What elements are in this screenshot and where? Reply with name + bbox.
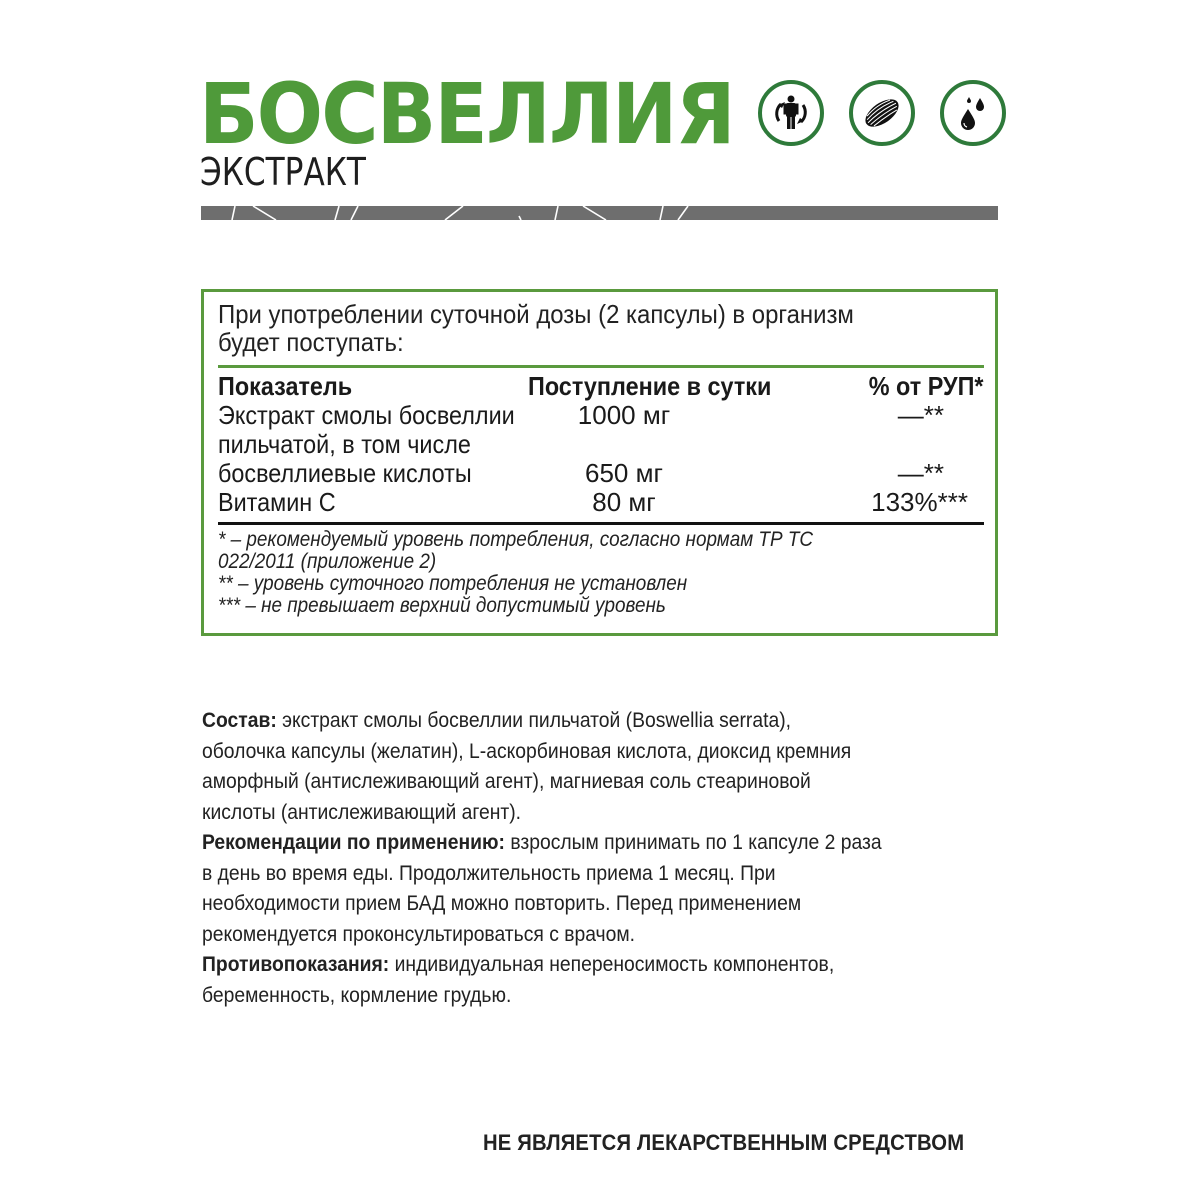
footnote: * – рекомендуемый уровень потребления, согласно нормам ТР ТС (218, 528, 814, 551)
usage-label: Рекомендации по применению: (202, 831, 505, 854)
composition-line (202, 706, 938, 737)
contraindications-label: Противопоказания: (202, 953, 390, 976)
footnote: ** – уровень суточного потребления не установлен (218, 572, 688, 595)
composition-text: экстракт смолы босвеллии пильчатой (Boswellia serrata), (276, 709, 792, 732)
divider (218, 365, 984, 368)
nutrition-table (218, 372, 984, 517)
intake-intro (218, 300, 926, 356)
composition-line: кислоты (антислеживающий агент). (202, 800, 522, 824)
footnotes (218, 529, 911, 617)
table-row (218, 488, 984, 517)
column-header-rup: % от РУП* (869, 371, 984, 401)
contraindications-text: индивидуальная непереносимость компонентов, (389, 953, 835, 976)
composition-label: Состав: (202, 709, 277, 732)
row-name: босвеллиевые кислоты (218, 458, 472, 488)
usage-line: в день во время еды. Продолжительность приема 1 месяц. При (202, 861, 776, 885)
row-amount: 1000 мг (577, 400, 671, 430)
usage-line (202, 828, 938, 859)
product-subtitle: ЭКСТРАКТ (200, 150, 366, 194)
table-header (218, 372, 984, 401)
row-rup: —** (897, 458, 944, 488)
person-cycle-icon (758, 80, 824, 146)
table-row (218, 401, 984, 430)
column-header-indicator: Показатель (218, 371, 353, 401)
decorative-stripe (201, 206, 998, 220)
column-header-daily-intake: Поступление в сутки (528, 371, 772, 401)
composition-line: аморфный (антислеживающий агент), магниевая соль стеариновой (202, 770, 811, 793)
table-row (218, 430, 984, 459)
feature-icons (758, 80, 1006, 146)
water-drops-icon (940, 80, 1006, 146)
muscle-fiber-icon (849, 80, 915, 146)
footnote: *** – не превышает верхний допустимый уровень (218, 594, 666, 617)
composition-line: оболочка капсулы (желатин), L-аскорбиновая кислота, диоксид кремния (202, 739, 852, 763)
contraindications-line: беременность, кормление грудью. (202, 983, 512, 1007)
contraindications-line (202, 950, 938, 981)
product-title: БОСВЕЛЛИЯ (199, 65, 734, 163)
intro-line: При употреблении суточной дозы (2 капсулы) в организм (218, 299, 854, 329)
row-amount: 650 мг (585, 458, 663, 488)
footnote: 022/2011 (приложение 2) (218, 550, 437, 573)
row-name: Витамин С (218, 487, 336, 517)
usage-line: необходимости прием БАД можно повторить. Перед применением (202, 892, 802, 915)
row-rup: —** (897, 400, 944, 430)
nutrition-facts-box (201, 289, 998, 636)
disclaimer: НЕ ЯВЛЯЕТСЯ ЛЕКАРСТВЕННЫМ СРЕДСТВОМ (483, 1130, 965, 1155)
table-row (218, 459, 984, 488)
row-name: Экстракт смолы босвеллии (218, 400, 515, 430)
divider (218, 522, 984, 525)
row-amount: 80 мг (592, 487, 656, 517)
row-name: пильчатой, в том числе (218, 429, 471, 459)
row-rup: 133%*** (871, 487, 968, 517)
usage-line: рекомендуется проконсультироваться с врачом. (202, 922, 636, 946)
product-info (202, 706, 1002, 1011)
intro-line: будет поступать: (218, 327, 404, 357)
usage-text: взрослым принимать по 1 капсуле 2 раза (504, 831, 882, 854)
